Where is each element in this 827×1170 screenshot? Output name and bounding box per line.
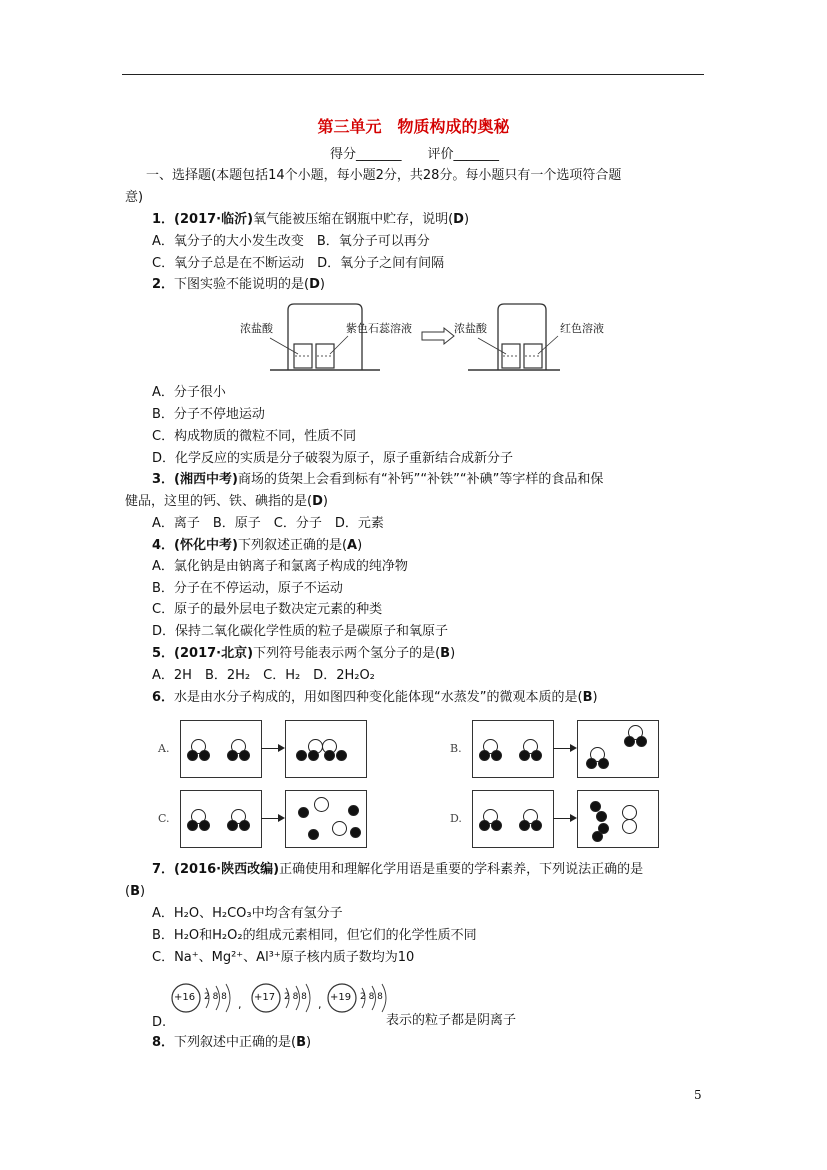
hydrogen-atom: [636, 736, 647, 747]
diagram-a-before: [180, 720, 262, 778]
separator: ,: [318, 998, 322, 1011]
q4-option-a: A．氯化钠是由钠离子和氯离子构成的纯净物: [152, 559, 408, 574]
diagram-d-before: [472, 790, 554, 848]
q2-option-c: C．构成物质的微粒不同，性质不同: [152, 429, 357, 444]
oxygen-atom: [314, 797, 329, 812]
section-heading-cont: 意): [125, 190, 144, 205]
oxygen-atom: [622, 805, 637, 820]
diagram-label-c: C.: [158, 812, 170, 825]
hydrogen-atom: [479, 750, 490, 761]
diagram-label-b: B.: [450, 742, 462, 755]
q2-option-a: A．分子很小: [152, 385, 226, 400]
q1-options-ab: A．氧分子的大小发生改变 B．氧分子可以再分: [152, 234, 430, 249]
diagram-label-d: D.: [450, 812, 462, 825]
hydrogen-atom: [592, 831, 603, 842]
diagram-a-after: [285, 720, 367, 778]
header-rule: [122, 74, 704, 75]
hydrogen-atom: [531, 750, 542, 761]
answer: B: [296, 1035, 307, 1050]
q7-option-d-label: D.: [152, 1015, 167, 1030]
hydrogen-atom: [586, 758, 597, 769]
page-number: 5: [694, 1088, 702, 1102]
hydrogen-atom: [308, 750, 319, 761]
oxygen-atom: [622, 819, 637, 834]
q4-option-c: C．原子的最外层电子数决定元素的种类: [152, 602, 383, 617]
hydrogen-atom: [187, 820, 198, 831]
diagram-label-a: A.: [158, 742, 170, 755]
hydrogen-atom: [298, 807, 309, 818]
ion-nucleus: +16: [174, 992, 196, 1003]
oxygen-atom: [332, 821, 347, 836]
q7-option-a: A．H₂O、H₂CO₃中均含有氢分子: [152, 906, 343, 921]
answer: D: [312, 494, 323, 509]
molecule-diagrams: [150, 714, 670, 864]
hydrogen-atom: [350, 827, 361, 838]
question-7: 7．(2016·陕西改编)正确使用和理解化学用语是重要的学科素养，下列说法正确的是: [152, 862, 644, 877]
answer: B: [130, 884, 140, 899]
label-red: 红色溶液: [560, 322, 604, 335]
hydrogen-atom: [491, 820, 502, 831]
answer: B: [582, 690, 593, 705]
hydrogen-atom: [519, 750, 530, 761]
hydrogen-atom: [239, 820, 250, 831]
q4-option-b: B．分子在不停运动，原子不运动: [152, 581, 343, 596]
hydrogen-atom: [479, 820, 490, 831]
hydrogen-atom: [324, 750, 335, 761]
arrowhead: [278, 814, 285, 822]
arrowhead: [570, 814, 577, 822]
separator: ,: [238, 998, 242, 1011]
answer: D: [453, 212, 464, 227]
page-title: 第三单元 物质构成的奥秘: [317, 117, 510, 136]
answer: A: [347, 538, 358, 553]
question-2: 2．下图实验不能说明的是(D): [152, 277, 325, 292]
answer: D: [309, 277, 320, 292]
hydrogen-atom: [296, 750, 307, 761]
diagram-c-before: [180, 790, 262, 848]
q7-option-c: C．Na⁺、Mg²⁺、Al³⁺原子核内质子数均为10: [152, 950, 415, 965]
q1-options-cd: C．氧分子总是在不断运动 D．氧分子之间有间隔: [152, 256, 445, 271]
question-5: 5．(2017·北京)下列符号能表示两个氢分子的是(B): [152, 646, 456, 661]
label-hcl: 浓盐酸: [240, 322, 273, 335]
hydrogen-atom: [598, 758, 609, 769]
q7-option-b: B．H₂O和H₂O₂的组成元素相同，但它们的化学性质不同: [152, 928, 477, 943]
beaker-diagram: [240, 302, 620, 374]
q5-options: A．2H B．2H₂ C．H₂ D．2H₂O₂: [152, 668, 375, 683]
hydrogen-atom: [624, 736, 635, 747]
label-litmus: 紫色石蕊溶液: [346, 322, 412, 335]
question-3-cont: 健品，这里的钙、铁、碘指的是(D): [125, 494, 328, 509]
hydrogen-atom: [336, 750, 347, 761]
section-heading: 一、选择题(本题包括14个小题，每小题2分，共28分。每小题只有一个选项符合题: [146, 168, 622, 183]
q4-option-d: D．保持二氧化碳化学性质的粒子是碳原子和氧原子: [152, 624, 449, 639]
ion-shells: 2 8 8: [204, 992, 227, 1002]
hydrogen-atom: [531, 820, 542, 831]
answer: B: [440, 646, 451, 661]
diagram-c-after: [285, 790, 367, 848]
hydrogen-atom: [239, 750, 250, 761]
ion-diagrams-svg: [168, 980, 388, 1018]
diagram-b-after: [577, 720, 659, 778]
ion-structure-diagrams: [168, 980, 388, 1018]
label-hcl-2: 浓盐酸: [454, 322, 487, 335]
question-8: 8．下列叙述中正确的是(B): [152, 1035, 312, 1050]
ion-nucleus: +19: [330, 992, 352, 1003]
q7-option-d-text: 表示的粒子都是阴离子: [386, 1013, 517, 1028]
hydrogen-atom: [187, 750, 198, 761]
hydrogen-atom: [199, 820, 210, 831]
hydrogen-atom: [227, 750, 238, 761]
hydrogen-atom: [308, 829, 319, 840]
hydrogen-atom: [348, 805, 359, 816]
question-4: 4．(怀化中考)下列叙述正确的是(A): [152, 538, 363, 553]
arrowhead: [570, 744, 577, 752]
ion-shells: 2 8 8: [360, 992, 383, 1002]
question-3: 3．(湘西中考)商场的货架上会看到标有“补钙”“补铁”“补碘”等字样的食品和保: [152, 472, 604, 487]
q2-option-b: B．分子不停地运动: [152, 407, 265, 422]
diagram-d-after: [577, 790, 659, 848]
beaker-diagram-svg: [240, 302, 620, 374]
hydrogen-atom: [596, 811, 607, 822]
ion-nucleus: +17: [254, 992, 276, 1003]
hydrogen-atom: [519, 820, 530, 831]
score-line: 得分_______ 评价_______: [330, 147, 500, 162]
hydrogen-atom: [491, 750, 502, 761]
hydrogen-atom: [199, 750, 210, 761]
hydrogen-atom: [227, 820, 238, 831]
question-7-cont: (B): [125, 884, 146, 899]
question-1: 1．(2017·临沂)氧气能被压缩在钢瓶中贮存，说明(D): [152, 212, 470, 227]
q3-options: A．离子 B．原子 C．分子 D．元素: [152, 516, 384, 531]
q2-option-d: D．化学反应的实质是分子破裂为原子，原子重新结合成新分子: [152, 451, 514, 466]
question-6: 6．水是由水分子构成的，用如图四种变化能体现“水蒸发”的微观本质的是(B): [152, 690, 598, 705]
ion-shells: 2 8 8: [284, 992, 307, 1002]
diagram-b-before: [472, 720, 554, 778]
arrowhead: [278, 744, 285, 752]
